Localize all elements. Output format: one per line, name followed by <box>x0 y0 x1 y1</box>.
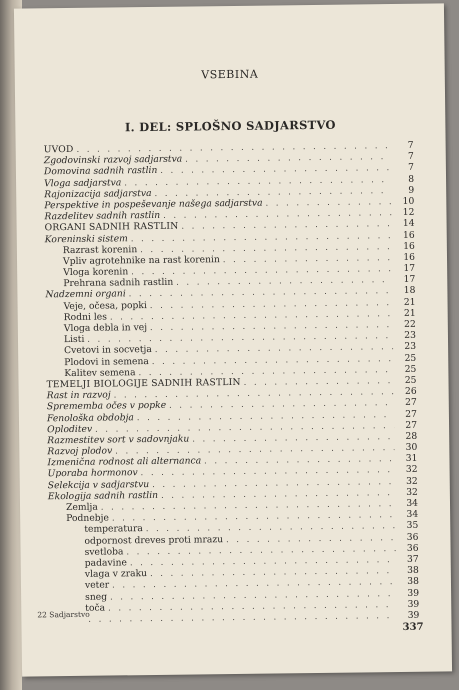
toc-entry-title: Izmenična rodnost ali alternanca <box>47 455 202 469</box>
toc-entry-title: Cvetovi in socvetja <box>64 344 152 357</box>
toc-entry-title: temperatura <box>84 523 143 536</box>
toc-entry-page: 21 <box>403 307 416 319</box>
toc-entry-page: 25 <box>404 352 417 364</box>
toc-entry-page: 26 <box>404 385 417 398</box>
toc-entry-page: 12 <box>402 206 415 219</box>
toc-entry-title: svetloba <box>84 546 124 558</box>
toc-entry-page: 34 <box>406 497 419 509</box>
toc-entry-title: Zemlja <box>65 501 98 514</box>
toc-entry-page: 10 <box>402 195 415 207</box>
toc-entry-page: 32 <box>406 486 418 498</box>
toc-entry-title: ORGANI SADNIH RASTLIN <box>44 220 179 234</box>
toc-entry-page: 30 <box>405 441 418 453</box>
toc-entry-title: Rodni les <box>63 311 107 323</box>
toc-entry-title: toča <box>85 602 106 614</box>
toc-entry-title: Prehrana sadnih rastlin <box>63 276 174 290</box>
toc-entry-page: 36 <box>406 531 419 543</box>
toc-entry-page: 28 <box>405 430 418 442</box>
toc-entry-title: Perspektive in pospeševanje našega sadjarstva <box>44 197 263 212</box>
toc-entry-page: 7 <box>407 162 414 174</box>
toc-entry-title: Vloga sadjarstva <box>44 176 122 189</box>
toc-entry-page: 27 <box>405 408 417 420</box>
toc-entry-page: 37 <box>406 553 419 565</box>
toc-leader-dots <box>88 610 396 625</box>
toc-entry-title: Selekcija v sadjarstvu <box>47 478 150 491</box>
toc-entry-page: 38 <box>407 564 419 577</box>
toc-entry-page: 18 <box>403 285 416 297</box>
toc-entry-title: Rast in razvoj <box>46 389 111 402</box>
toc-entry-title: Ekologija sadnih rastlin <box>47 489 159 503</box>
toc-entry-title: Koreninski sistem <box>44 232 128 245</box>
toc-entry-page: 7 <box>407 150 414 163</box>
toc-entry-page: 23 <box>404 329 417 342</box>
toc-entry-page: 17 <box>403 274 416 286</box>
toc-entry-title: Razmestitev sort v sadovnjaku <box>47 433 190 447</box>
toc-entry-page: 31 <box>405 453 418 465</box>
toc-entry-page: 32 <box>405 464 418 476</box>
toc-entry-page: 27 <box>405 419 418 431</box>
toc-entry-page: 35 <box>406 520 419 532</box>
toc-entry-page: 17 <box>403 262 416 274</box>
toc-entry-title: Listi <box>63 334 85 346</box>
toc-entry-title: padavine <box>84 557 127 569</box>
toc-entry-page: 22 <box>404 318 416 330</box>
toc-entry-title: sneg <box>85 591 108 603</box>
toc-entry-title: Fenološka obdobja <box>46 411 134 424</box>
toc-entry-page: 39 <box>407 587 420 599</box>
toc-entry-title: Plodovi in semena <box>64 355 149 368</box>
toc-entry-title: Podnebje <box>66 512 109 525</box>
toc-entry-title: Razdelitev sadnih rastlin <box>44 210 161 223</box>
toc-entry-title: Razrast korenin <box>62 243 138 256</box>
toc-entry-page: 27 <box>405 397 417 409</box>
toc-entry-title: veter <box>84 579 110 592</box>
toc-entry-page: 25 <box>404 363 417 375</box>
toc-entry-page: 36 <box>406 542 419 554</box>
printer-signature: 22 Sadjarstvo <box>37 609 90 620</box>
toc-entry-page: 9 <box>408 184 415 196</box>
toc-entry-title: vlaga v zraku <box>84 568 148 580</box>
toc-entry-page: 16 <box>403 240 415 252</box>
toc-entry-title: Oploditev <box>47 423 93 435</box>
toc-entry-title: TEMELJI BIOLOGIJE SADNIH RASTLIN <box>46 376 241 391</box>
page-heading: VSEBINA <box>201 67 259 82</box>
toc-entry-title: odpornost dreves proti mrazu <box>84 533 224 547</box>
toc-entry-title: Sprememba očes v popke <box>46 400 167 413</box>
toc-entry-title: Uporaba hormonov <box>47 467 138 480</box>
toc-entry-page: 8 <box>408 173 415 185</box>
toc-entry-page: 38 <box>407 576 420 588</box>
toc-entry-title: Zgodovinski razvoj sadjarstva <box>43 153 183 167</box>
toc-entry-title: Kalitev semena <box>64 366 136 379</box>
toc-entry-page: 14 <box>402 218 415 230</box>
toc-entry-title: UVOD <box>43 143 74 156</box>
toc-entry-title: Nadzemni organi <box>45 288 126 301</box>
toc-entry-page: 21 <box>403 296 416 308</box>
toc-entry-title: Domovina sadnih rastlin <box>43 165 158 178</box>
toc-entry-title: Vloga debla in vej <box>63 322 148 335</box>
part-title: I. DEL: SPLOŠNO SADJARSTVO <box>124 117 336 135</box>
toc-entry-page: 32 <box>405 475 418 487</box>
page-number: 337 <box>402 621 424 633</box>
toc-entry-title: Razvoj plodov <box>47 445 113 458</box>
toc-entry-title: Rajonizacija sadjarstva <box>44 187 152 201</box>
toc-entry-page: 34 <box>406 508 419 521</box>
toc-entry-title: Vloga korenin <box>63 266 129 279</box>
toc-entry-page: 16 <box>403 251 416 263</box>
toc-entry-page: 25 <box>404 374 417 386</box>
table-of-contents <box>44 140 420 626</box>
toc-entry-page: 16 <box>402 229 415 241</box>
book-page <box>14 3 452 676</box>
toc-entry-page: 23 <box>404 341 417 353</box>
toc-entry-page: 39 <box>407 598 420 610</box>
toc-entry-title: Veje, očesa, popki <box>63 299 147 312</box>
toc-entry-title: Vpliv agrotehnike na rast korenin <box>62 254 220 267</box>
toc-entry-page: 39 <box>407 609 420 621</box>
toc-entry-page: 7 <box>407 139 414 151</box>
